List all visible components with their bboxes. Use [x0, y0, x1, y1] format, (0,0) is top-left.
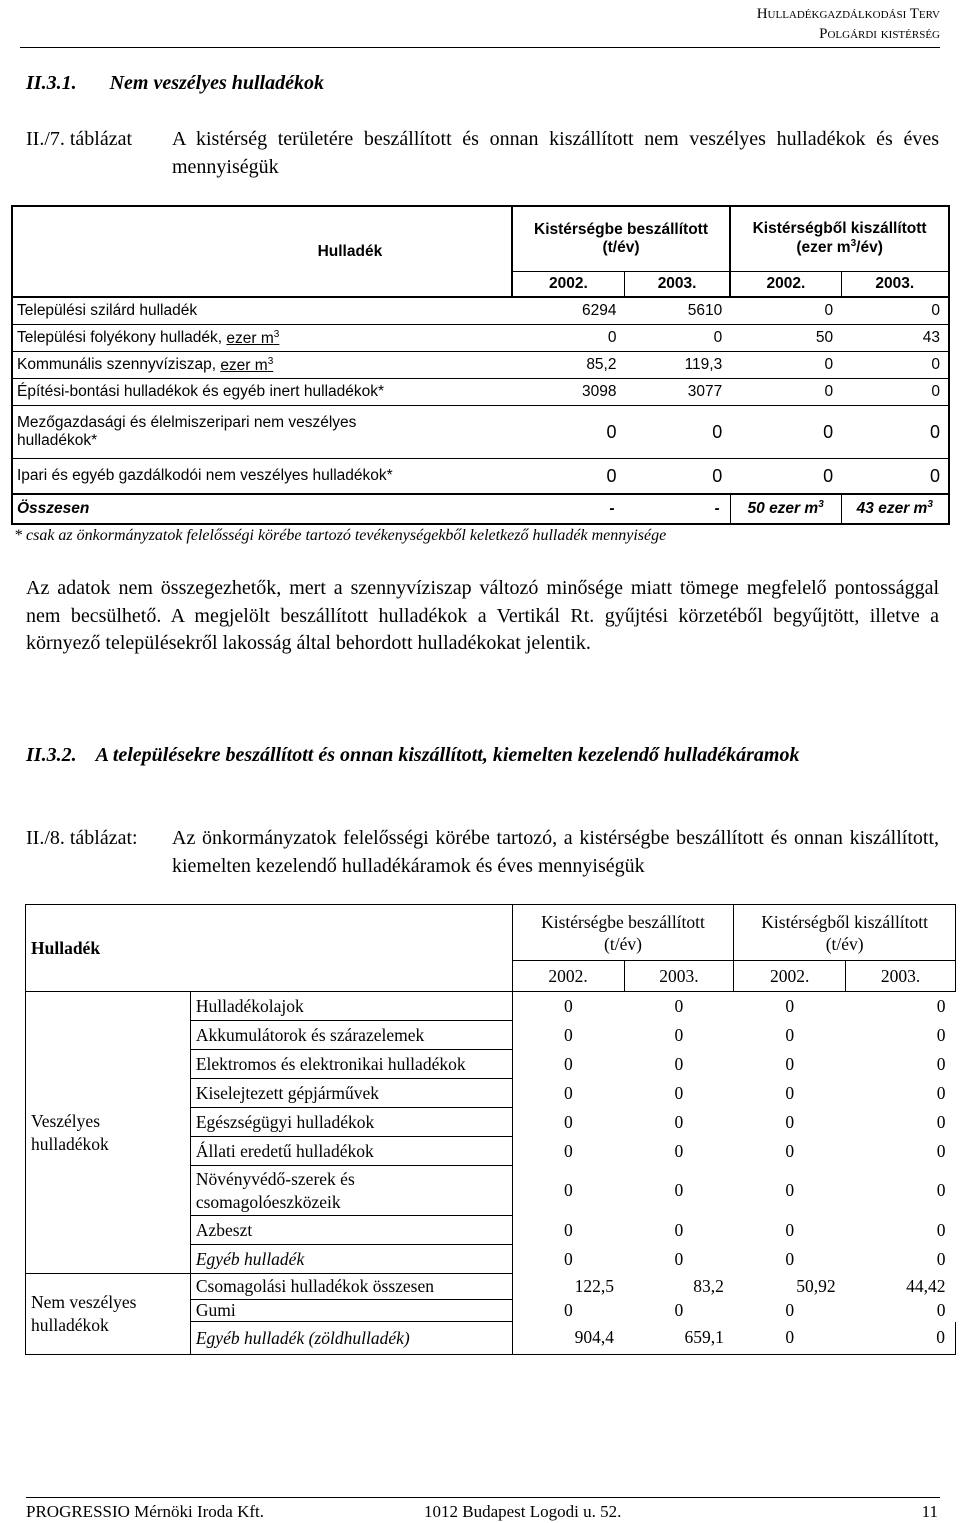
cell-value: 119,3 — [624, 352, 730, 379]
col-header-out — [734, 905, 956, 961]
cell-value: 0 — [936, 995, 946, 1016]
table2-caption — [26, 824, 939, 880]
col-header-out-line2: (ezer $m^3/év$) — [796, 238, 883, 257]
table-header-row — [12, 206, 949, 272]
cell-value: 0 — [674, 1219, 684, 1240]
table-row — [12, 379, 949, 406]
cell-value: 0 — [785, 1140, 795, 1161]
running-header — [757, 4, 940, 44]
cell-value: 0 — [936, 1111, 946, 1132]
col-header-in-line2: (t/év) — [602, 239, 640, 256]
cell-value: 0 — [624, 325, 730, 352]
cell-value: 0 — [712, 465, 723, 486]
cell-value: 0 — [674, 1248, 684, 1269]
cell-value: 0 — [785, 1024, 795, 1045]
cell-value: 0 — [785, 1248, 795, 1269]
row-name: Kiselejtezett gépjárművek — [190, 1079, 512, 1108]
cell-value: 0 — [563, 1024, 573, 1045]
cell-value: 0 — [785, 1111, 795, 1132]
col-header-out-line2: (t/év) — [825, 933, 864, 954]
table1-footnote: * csak az önkormányzatok felelősségi körébe tartozó tevékenységekből keletkező hulladék mennyisége — [14, 527, 667, 544]
cell-value: 0 — [936, 1219, 946, 1240]
row-name: Elektromos és elektronikai hulladékok — [190, 1050, 512, 1079]
cell-value: 83,2 — [693, 1276, 724, 1296]
table-row — [26, 1274, 956, 1300]
cell-value: 3098 — [512, 379, 625, 406]
row-name: Csomagolási hulladékok összesen — [190, 1274, 512, 1300]
cell-value: 0 — [674, 1140, 684, 1161]
cell-value: 0 — [841, 379, 949, 406]
cell-value: 0 — [730, 406, 841, 459]
section-number: II.3.2. — [26, 744, 77, 766]
table-header-row — [26, 905, 956, 961]
table-row — [12, 459, 949, 495]
header-rule — [20, 47, 940, 48]
cell-value: 0 — [730, 297, 841, 325]
col-header-out — [730, 206, 949, 272]
row-name: Akkumulátorok és szárazelemek — [190, 1021, 512, 1050]
cell-value: 0 — [823, 465, 834, 486]
section-number: II.3.1. — [26, 72, 77, 94]
table-nonhazardous-waste — [11, 205, 950, 525]
cell-value: 0 — [936, 1140, 946, 1161]
row-name: Mezőgazdasági és élelmiszeripari nem veszélyes hulladékok* — [12, 406, 512, 459]
cell-value: 0 — [674, 1300, 684, 1320]
cell-value: 0 — [936, 1082, 946, 1103]
table-row — [26, 992, 956, 1021]
cell-value: 904,4 — [512, 1322, 624, 1355]
cell-value: 0 — [563, 1300, 573, 1320]
section-heading-2 — [26, 741, 939, 769]
table-total-row — [12, 494, 949, 524]
year-cell: 2003. — [624, 961, 734, 992]
row-name: Növényvédő-szerek és csomagolóeszközeik — [190, 1166, 512, 1216]
row-name: Kommunális szennyvíziszap, ezer $m^3$ — [12, 352, 512, 379]
cell-value: 0 — [841, 352, 949, 379]
cell-value: 0 — [512, 406, 625, 459]
cell-value: 0 — [674, 1024, 684, 1045]
total-value: - — [512, 494, 625, 524]
year-cell: 2002. — [512, 272, 625, 298]
table-row — [12, 297, 949, 325]
cell-value: 122,5 — [574, 1276, 614, 1296]
cell-value: 0 — [785, 1300, 795, 1320]
cell-value: 0 — [563, 1248, 573, 1269]
row-name: Ipari és egyéb gazdálkodói nem veszélyes hulladékok* — [12, 459, 512, 495]
section-title: Nem veszélyes hulladékok — [109, 72, 324, 94]
table1-caption-text: A kistérség területére beszállított és onnan kiszállított nem veszélyes hulladékok és éves mennyiségük — [172, 128, 939, 178]
cell-value: 0 — [674, 1053, 684, 1074]
cell-value: 0 — [734, 1322, 846, 1355]
table1-caption-label: II./7. táblázat — [26, 128, 133, 150]
cell-value: 0 — [674, 1082, 684, 1103]
col-header-in-line2: (t/év) — [604, 933, 642, 954]
col-header-out-line1: Kistérségből kiszállított — [752, 220, 927, 238]
cell-value: 0 — [563, 1140, 573, 1161]
cell-value: 0 — [563, 1082, 573, 1103]
cell-value: 0 — [563, 1111, 573, 1132]
cell-value: 0 — [841, 406, 949, 459]
col-header-waste: Hulladék — [12, 206, 512, 297]
cell-value: 659,1 — [624, 1322, 734, 1355]
cell-value: 50 — [730, 325, 841, 352]
cell-value: 0 — [785, 1082, 795, 1103]
cell-value: 0 — [730, 352, 841, 379]
col-header-in-line1: Kistérségbe beszállított — [541, 911, 705, 932]
row-name: Állati eredetű hulladékok — [190, 1137, 512, 1166]
col-header-out-line1: Kistérségből kiszállított — [761, 911, 929, 932]
year-cell: 2002. — [734, 961, 846, 992]
cell-value: 0 — [936, 1300, 946, 1320]
total-value: 50 ezer $m^3$ — [730, 494, 841, 524]
header-title: Hulladékgazdálkodási Terv — [756, 6, 940, 22]
table1-caption — [26, 125, 939, 181]
cell-value: 0 — [936, 1024, 946, 1045]
col-header-in — [512, 905, 734, 961]
col-header-waste: Hulladék — [26, 905, 513, 992]
cell-value: 0 — [624, 406, 730, 459]
group-label-nonhazardous: Nem veszélyes hulladékok — [26, 1274, 191, 1355]
cell-value: 43 — [841, 325, 949, 352]
cell-value: 0 — [841, 297, 949, 325]
header-subtitle: Polgárdi kistérség — [819, 26, 940, 42]
table2-caption-text: Az önkormányzatok felelősségi körébe tartozó, a kistérségbe beszállított és onnan kiszállított, kiemelten kezelendő hulladékáramok és éves mennyiségük — [172, 827, 939, 877]
cell-value: 0 — [936, 1248, 946, 1269]
year-cell: 2002. — [730, 272, 841, 298]
cell-value: 0 — [563, 995, 573, 1016]
cell-value: 0 — [674, 1111, 684, 1132]
year-cell: 2002. — [512, 961, 624, 992]
body-paragraph: Az adatok nem összegezhetők, mert a szennyvíziszap változó minősége miatt tömege megfelelő pontossággal nem becsülhető. A megjelölt beszállított hulladékok a Vertikál Rt. gyűjtési körzetéből begyűjtött, illetve a környező településekről lakosság által behordott hulladékokat jelentik. — [26, 577, 939, 654]
cell-value: 85,2 — [512, 352, 625, 379]
cell-value: 0 — [936, 1053, 946, 1074]
cell-value: 0 — [563, 1180, 573, 1200]
row-name: Egészségügyi hulladékok — [190, 1108, 512, 1137]
row-name: Azbeszt — [190, 1216, 512, 1245]
table-row — [12, 352, 949, 379]
cell-value: 0 — [563, 1219, 573, 1240]
total-value: 43 ezer $m^3$ — [841, 494, 949, 524]
row-name: Települési szilárd hulladék — [12, 297, 512, 325]
row-name: Gumi — [190, 1300, 512, 1322]
year-cell: 2003. — [624, 272, 730, 298]
cell-value: 0 — [512, 325, 625, 352]
cell-value: 0 — [563, 1053, 573, 1074]
row-name: Építési-bontási hulladékok és egyéb inert hulladékok* — [12, 379, 512, 406]
total-value: - — [624, 494, 730, 524]
footer-address: 1012 Budapest Logodi u. 52. — [424, 1502, 622, 1521]
cell-value: 50,92 — [796, 1276, 836, 1296]
cell-value: 5610 — [624, 297, 730, 325]
section-heading-1 — [26, 72, 324, 95]
cell-value: 0 — [674, 995, 684, 1016]
group-label-hazardous: Veszélyes hulladékok — [26, 992, 191, 1274]
year-cell: 2003. — [846, 961, 956, 992]
table-row — [12, 406, 949, 459]
total-label: Összesen — [12, 494, 512, 524]
footer-rule — [26, 1497, 940, 1498]
row-name: Egyéb hulladék (zöldhulladék) — [190, 1322, 512, 1355]
cell-value: 0 — [785, 1180, 795, 1200]
cell-value: 0 — [936, 1180, 946, 1200]
footer-page-number: 11 — [921, 1502, 938, 1521]
cell-value: 0 — [606, 465, 617, 486]
footer-company: PROGRESSIO Mérnöki Iroda Kft. — [26, 1502, 264, 1521]
cell-value: 0 — [785, 995, 795, 1016]
cell-value: 0 — [785, 1053, 795, 1074]
cell-value: 6294 — [512, 297, 625, 325]
table-priority-waste-streams — [25, 904, 956, 1355]
col-header-in-line1: Kistérségbe beszállított — [534, 221, 708, 238]
cell-value: 0 — [841, 459, 949, 495]
cell-value: 44,42 — [906, 1276, 946, 1296]
year-cell: 2003. — [841, 272, 949, 298]
table2-caption-label: II./8. táblázat: — [26, 827, 138, 849]
row-name: Települési folyékony hulladék, ezer $m^3$ — [12, 325, 512, 352]
col-header-in — [512, 206, 730, 272]
row-name: Hulladékolajok — [190, 992, 512, 1021]
cell-value: 0 — [785, 1219, 795, 1240]
table-row — [12, 325, 949, 352]
row-name: Egyéb hulladék — [190, 1245, 512, 1274]
cell-value: 0 — [846, 1322, 956, 1355]
cell-value: 3077 — [624, 379, 730, 406]
section-title: A településekre beszállított és onnan kiszállított, kiemelten kezelendő hulladékáramok — [95, 744, 800, 766]
cell-value: 0 — [674, 1180, 684, 1200]
cell-value: 0 — [730, 379, 841, 406]
